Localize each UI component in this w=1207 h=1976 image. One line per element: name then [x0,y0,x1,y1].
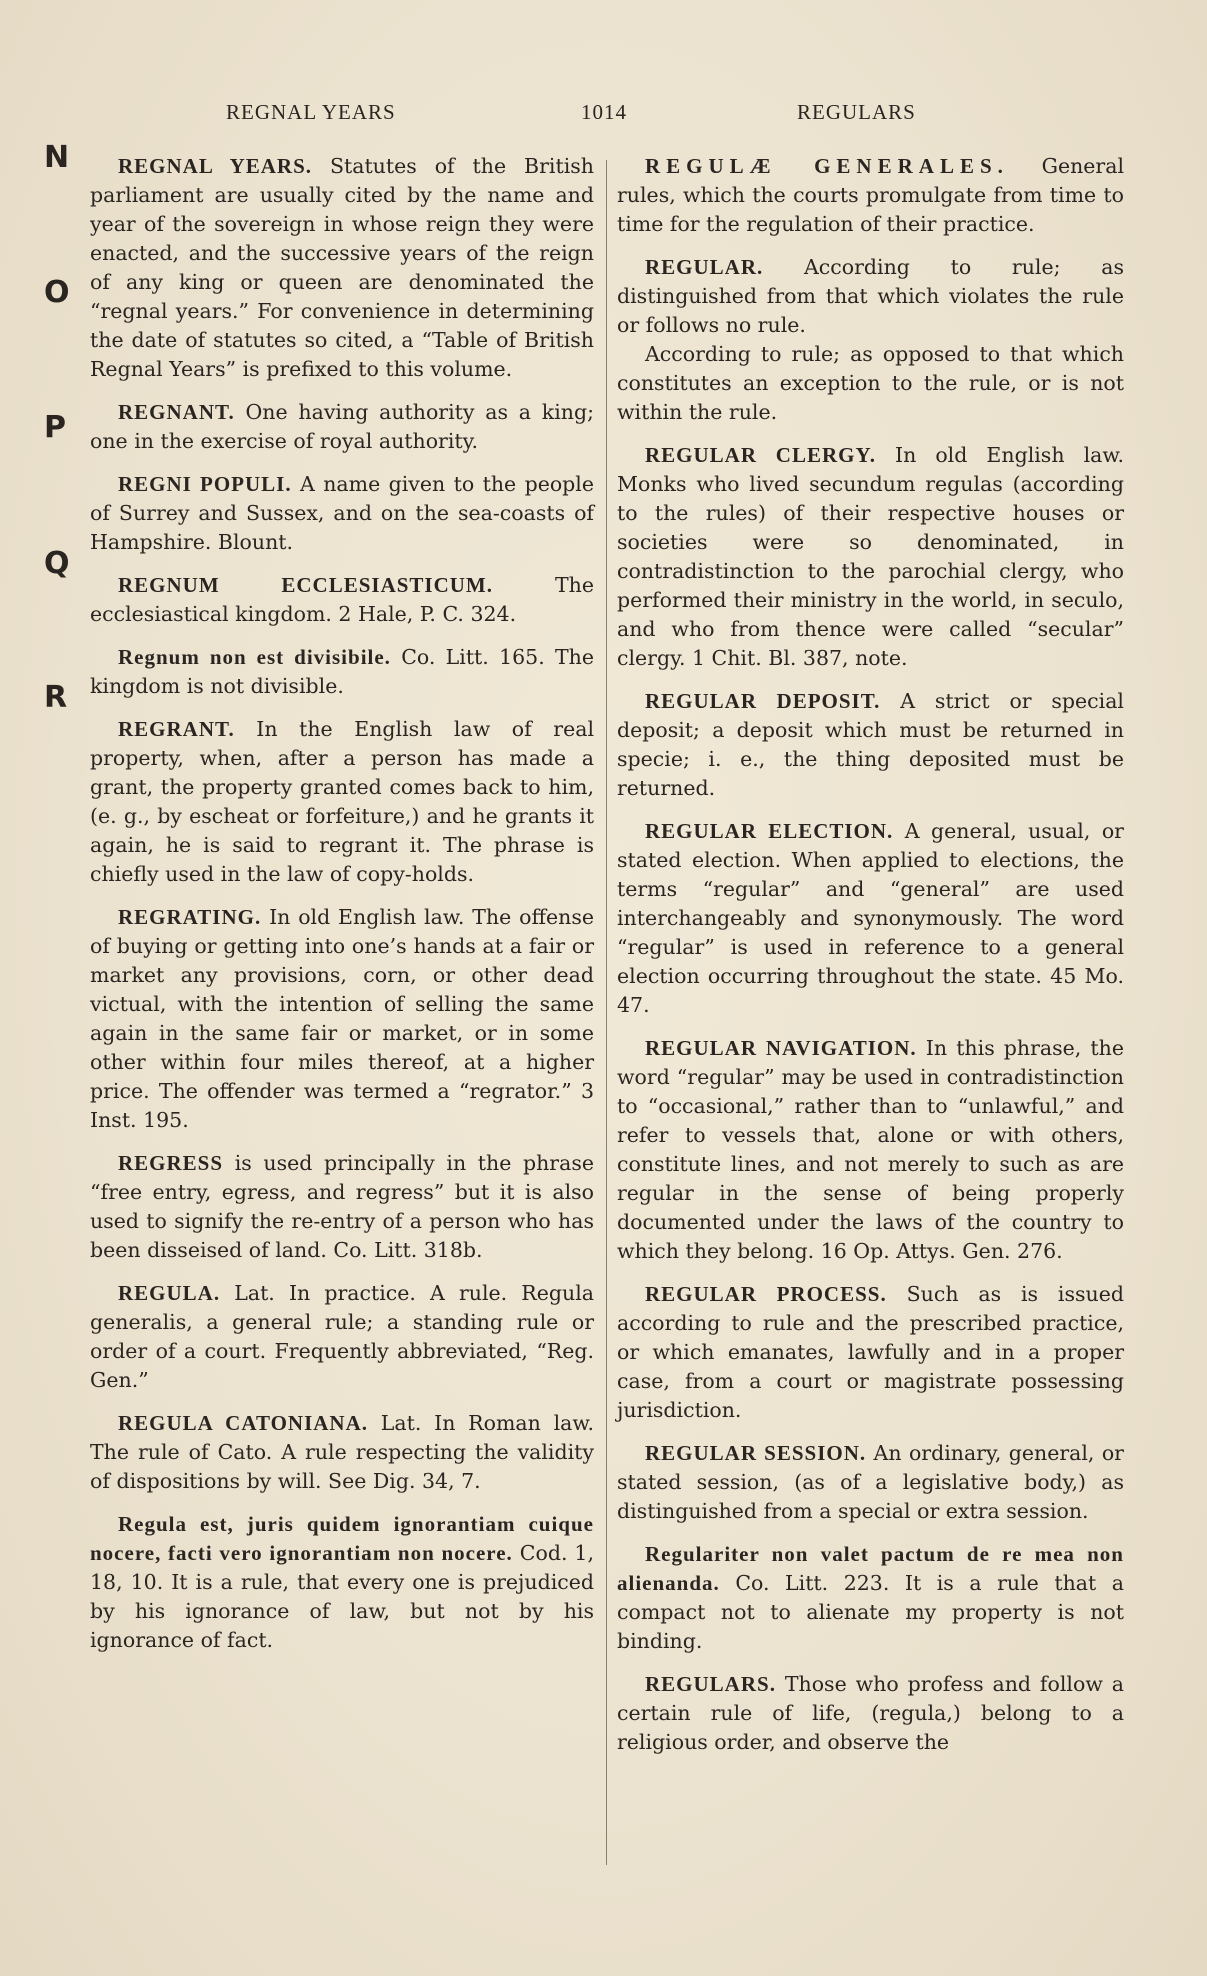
entry-definition: Statutes of the British parliament are usually cited by the name and year of the sovereign in whose reign they were enacted, and the successive years of the reign of any king or queen are denominated the “regnal years.” For convenience in determining the date of statutes so cited, a “Table of British Regnal Years” is prefixed to this volume. [90,154,594,381]
entry-definition: An ordinary, general, or stated session, (as of a legislative body,) as distinguished from a special or extra session. [617,1441,1124,1523]
entry-definition: In old English law. The offense of buying or getting into one’s hands at a fair or market any provisions, corn, or other dead victual, with the intention of selling the same again in the same fair or market, or in some other within four miles thereof, at a higher price. The offender was termed a “regrator.” 3 Inst. 195. [90,905,594,1132]
entry-headword: REGULA. [118,1281,221,1305]
entry-regula-catoniana [90,1409,594,1496]
entry-definition: Such as is issued according to rule and the prescribed practice, or which emanates, lawfully and in a proper case, from a court or magistrate possessing jurisdiction. [617,1282,1124,1422]
entry-regnant [90,398,594,456]
entry-regular [617,253,1124,340]
entry-headword: REGRESS [118,1151,224,1175]
entry-regular-clergy [617,441,1124,673]
entry-definition: According to rule; as distinguished from that which violates the rule or follows no rule. [617,255,1124,337]
entry-headword: REGNI POPULI. [118,472,292,496]
column-divider [606,160,607,1865]
entry-headword: Regnum non est divisibile. [118,645,391,669]
entry-headword: Regulariter non valet pactum de re mea non alienanda. [617,1542,1124,1595]
entry-headword: REGNUM ECCLESIASTICUM. [118,573,493,597]
entry-regress [90,1149,594,1265]
entry-regrant [90,715,594,889]
entry-regulae-generales [617,152,1124,239]
entry-definition: In the English law of real property, when, after a person has made a grant, the property granted comes back to him, (e. g., by escheat or forfeiture,) and he grants it again, he is said to regrant it. The phrase is chiefly used in the law of copy-holds. [90,717,594,886]
entry-definition: Co. Litt. 223. It is a rule that a compact not to alienate my property is not binding. [617,1571,1124,1653]
entry-definition: A strict or special deposit; a deposit which must be returned in specie; i. e., the thing deposited must be returned. [617,689,1124,800]
entry-regular-deposit [617,687,1124,803]
thumb-letter-q[interactable]: Q [44,546,70,581]
entry-definition: In this phrase, the word “regular” may be used in contradistinction to “occasional,” rather than to “unlawful,” and refer to vessels that, alone or with others, constitute lines, and not merely to such as are regular in the sense of being properly documented under the laws of the country to which they belong. 16 Op. Attys. Gen. 276. [617,1036,1124,1263]
entry-regular-election [617,817,1124,1020]
running-head-left: REGNAL YEARS [226,100,396,124]
entry-regula [90,1279,594,1395]
entry-definition: General rules, which the courts promulgate from time to time for the regulation of their practice. [617,154,1124,236]
entry-regular-process [617,1280,1124,1425]
entry-definition: is used principally in the phrase “free entry, egress, and regress” but it is also used to signify the re-entry of a person who has been disseised of land. Co. Litt. 318b. [90,1151,594,1262]
entry-headword: REGULAR DEPOSIT. [645,689,881,713]
entry-regrating [90,903,594,1135]
entry-headword: REGULAR NAVIGATION. [645,1036,917,1060]
entry-definition: Co. Litt. 165. The kingdom is not divisible. [90,645,594,698]
entry-headword: REGULÆ GENERALES. [645,154,1009,178]
entry-headword: REGRATING. [118,905,262,929]
entry-regni-populi [90,470,594,557]
entry-headword: REGULAR CLERGY. [645,443,876,467]
entry-headword: REGULAR PROCESS. [645,1282,887,1306]
entry-regular-navigation [617,1034,1124,1266]
entry-headword: REGNAL YEARS. [118,154,312,178]
entry-regula-est-juris [90,1510,594,1655]
entry-regular-sense-2 [617,340,1124,427]
entry-definition: In old English law. Monks who lived secundum regulas (according to the rules) of their respective houses or societies were so denominated, in contradistinction to the parochial clergy, who performed their ministry in the world, in seculo, and who from thence were called “secular” clergy. 1 Chit. Bl. 387, note. [617,443,1124,670]
entry-headword: REGULA CATONIANA. [118,1411,368,1435]
entry-regulars [617,1670,1124,1757]
thumb-letter-r[interactable]: R [44,680,68,715]
thumb-letter-p[interactable]: P [44,410,66,445]
right-column [617,152,1124,1771]
entry-regular-session [617,1439,1124,1526]
entry-definition: One having authority as a king; one in the exercise of royal authority. [90,400,594,453]
left-column [90,152,594,1669]
entry-definition: A general, usual, or stated election. When applied to elections, the terms “regular” and “general” are used interchangeably and synonymously. The word “regular” is used in reference to a general election occurring throughout the state. 45 Mo. 47. [617,819,1124,1017]
entry-headword: REGNANT. [118,400,235,424]
entry-headword: REGRANT. [118,717,235,741]
entry-definition: Lat. In Roman law. The rule of Cato. A rule respecting the validity of dispositions by will. See Dig. 34, 7. [90,1411,594,1493]
entry-headword: REGULARS. [645,1672,776,1696]
entry-headword: REGULAR SESSION. [645,1441,867,1465]
entry-regnal-years [90,152,594,384]
entry-definition: The ecclesiastical kingdom. 2 Hale, P. C. 324. [90,573,594,626]
thumb-letter-o[interactable]: O [44,275,70,310]
entry-definition: According to rule; as opposed to that which constitutes an exception to the rule, or is not within the rule. [617,342,1124,424]
entry-regnum-non-est-divisibile [90,643,594,701]
entry-definition: Lat. In practice. A rule. Regula generalis, a general rule; a standing rule or order of a court. Frequently abbreviated, “Reg. Gen.” [90,1281,594,1392]
entry-headword: REGULAR ELECTION. [645,819,894,843]
thumb-letter-n[interactable]: N [44,140,70,175]
running-head [0,100,1207,130]
entry-regnum-ecclesiasticum [90,571,594,629]
entry-definition: Those who profess and follow a certain rule of life, (regula,) belong to a religious order, and observe the [617,1672,1124,1754]
running-head-right: REGULARS [797,100,916,124]
entry-headword: REGULAR. [645,255,764,279]
entry-definition: Cod. 1, 18, 10. It is a rule, that every one is prejudiced by his ignorance of law, but not by his ignorance of fact. [90,1541,594,1652]
page-number: 1014 [581,100,627,124]
entry-regulariter-non-valet [617,1540,1124,1656]
entry-headword: Regula est, juris quidem ignorantiam cuique nocere, facti vero ignorantiam non nocere. [90,1512,594,1565]
entry-definition: A name given to the people of Surrey and Sussex, and on the sea-coasts of Hampshire. Blount. [90,472,594,554]
